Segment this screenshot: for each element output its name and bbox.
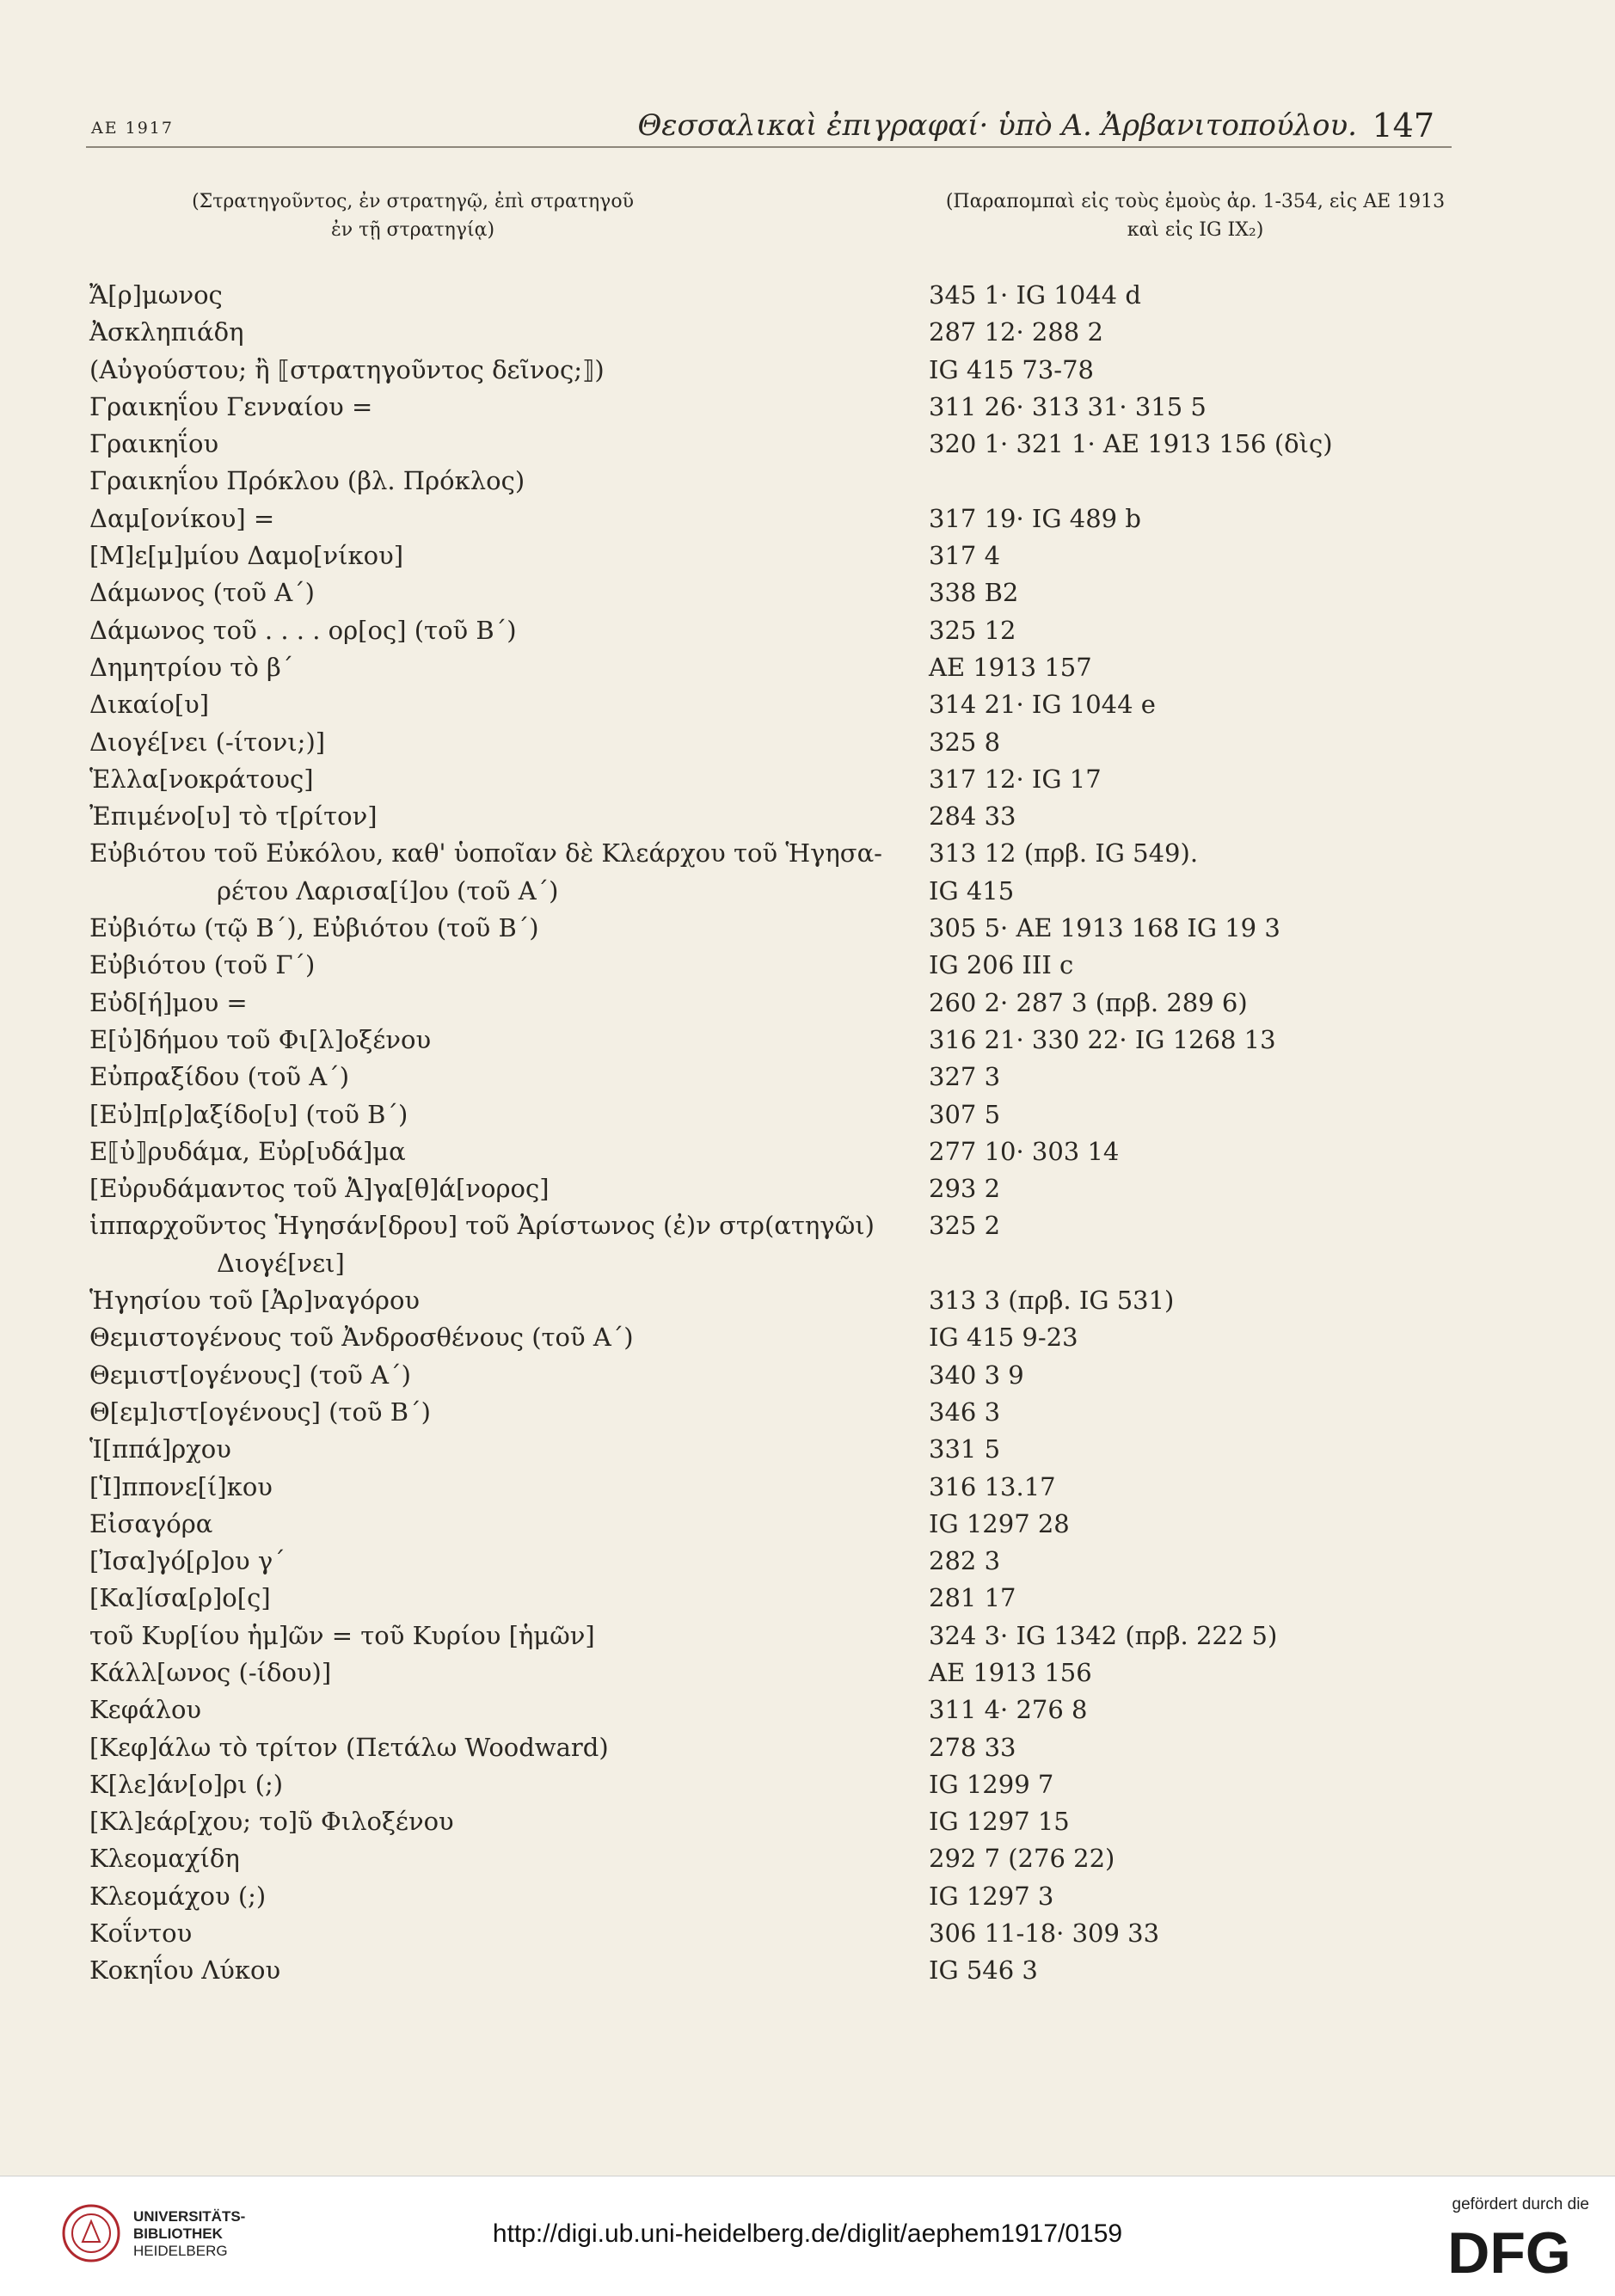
entry-reference: 282 3	[929, 1546, 1001, 1576]
index-entry	[89, 1062, 1465, 1099]
index-entry	[89, 280, 1465, 317]
entry-name: [Μ]ε[μ]μίου Δαμο[νίκου]	[89, 541, 404, 571]
entry-name: Δάμωνος τοῦ . . . . ορ[ος] (τοῦ Β΄)	[89, 615, 517, 645]
index-entry	[89, 801, 1465, 838]
entry-name: Γραικηΐου Πρόκλου (βλ. Πρόκλος)	[89, 466, 525, 496]
column-header-names-line: ἐν τῇ στρατηγίᾳ)	[330, 219, 495, 241]
entry-reference: 305 5· AE 1913 168 IG 19 3	[929, 913, 1280, 943]
entry-reference: 346 3	[929, 1397, 1001, 1427]
index-entry	[89, 653, 1465, 690]
entry-name: ἱππαρχοῦντος Ἡγησάν[δρου] τοῦ Ἀρίστωνος (ἐ)ν στρ(ατηγῶι)	[89, 1211, 875, 1241]
entry-name: Θεμιστογένους τοῦ Ἀνδροσθένους (τοῦ Α΄)	[89, 1323, 634, 1353]
index-entries	[89, 280, 1465, 1993]
entry-reference: AE 1913 156	[929, 1657, 1092, 1687]
index-entry	[89, 1882, 1465, 1918]
index-entry	[89, 317, 1465, 354]
index-entry	[89, 1025, 1465, 1062]
index-entry	[89, 1955, 1465, 1992]
library-logo-line: UNIVERSITÄTS-	[133, 2208, 246, 2225]
entry-reference: 340 3 9	[929, 1360, 1024, 1390]
entry-reference: 331 5	[929, 1434, 1001, 1464]
page-running-title: Θεσσαλικαὶ ἐπιγραφαί· ὑπὸ Α. Ἀρβανιτοπούλου.	[637, 108, 1357, 143]
entry-reference: 313 3 (πρβ. IG 531)	[929, 1286, 1175, 1316]
entry-name: Ἡγησίου τοῦ [Ἀρ]ναγόρου	[89, 1286, 421, 1316]
entry-reference: IG 1297 15	[929, 1807, 1070, 1837]
library-logo-line: BIBLIOTHEK	[133, 2225, 223, 2242]
index-entry	[89, 1918, 1465, 1955]
index-entry	[89, 504, 1465, 541]
entry-name: ρέτου Λαρισα[ί]ου (τοῦ Α΄)	[217, 875, 559, 906]
entry-name: Κοΐντου	[89, 1918, 193, 1949]
index-entry	[89, 578, 1465, 615]
column-header-references-line: (Παραπομπαὶ εἰς τοὺς ἐμοὺς ἀρ. 1-354, εἰς AE 1913	[945, 191, 1446, 212]
entry-name: Γραικηΐου	[89, 429, 219, 459]
entry-reference: IG 546 3	[929, 1955, 1038, 1986]
index-entry	[89, 1733, 1465, 1770]
index-entry	[89, 764, 1465, 801]
index-entry	[89, 1695, 1465, 1732]
column-header-names-line: (Στρατηγοῦντος, ἐν στρατηγῷ, ἐπὶ στρατηγοῦ	[192, 191, 634, 212]
entry-reference: IG 1297 28	[929, 1508, 1070, 1538]
entry-reference: 277 10· 303 14	[929, 1136, 1120, 1166]
entry-name: Κάλλ[ωνος (-ίδου)]	[89, 1657, 332, 1687]
index-entry	[89, 1249, 1465, 1286]
entry-reference: 316 13.17	[929, 1471, 1056, 1501]
dfg-logo-icon	[1428, 2221, 1591, 2281]
entry-reference: 327 3	[929, 1062, 1001, 1092]
index-entry	[89, 429, 1465, 466]
entry-name: Κλεομαχίδη	[89, 1844, 240, 1874]
entry-name: [Ἰσα]γό[ρ]ου γ΄	[89, 1546, 286, 1576]
entry-name: Εἰσαγόρα	[89, 1508, 213, 1538]
index-entry	[89, 392, 1465, 429]
index-entry	[89, 1509, 1465, 1546]
entry-name: Κλεομάχου (;)	[89, 1881, 267, 1911]
entry-reference: IG 1297 3	[929, 1881, 1054, 1911]
entry-reference: 325 8	[929, 727, 1001, 757]
entry-reference: 345 1· IG 1044 d	[929, 280, 1141, 310]
index-entry	[89, 1174, 1465, 1211]
index-entry	[89, 1397, 1465, 1434]
entry-name: Ε⟦ὐ⟧ρυδάμα, Εὐρ[υδά]μα	[89, 1136, 406, 1166]
entry-reference: 260 2· 287 3 (πρβ. 289 6)	[929, 987, 1248, 1017]
index-entry	[89, 727, 1465, 764]
entry-name: Δαμ[ονίκου] =	[89, 503, 275, 533]
entry-name: Εὐπραξίδου (τοῦ Α΄)	[89, 1062, 350, 1092]
index-entry	[89, 1286, 1465, 1323]
entry-reference: 281 17	[929, 1583, 1016, 1613]
entry-name: Εὐδ[ή]μου =	[89, 987, 248, 1017]
index-entry	[89, 1621, 1465, 1658]
entry-name: Δάμωνος (τοῦ Α΄)	[89, 578, 315, 608]
index-entry	[89, 690, 1465, 727]
entry-name: Εὐβιότου (τοῦ Γ΄)	[89, 950, 316, 980]
entry-reference: 317 12· IG 17	[929, 764, 1102, 794]
entry-reference: 292 7 (276 22)	[929, 1844, 1115, 1874]
entry-reference: IG 1299 7	[929, 1769, 1054, 1799]
entry-name: [Εὐρυδάμαντος τοῦ Ἀ]γα[θ]ά[νορος]	[89, 1174, 550, 1204]
index-entry	[89, 1807, 1465, 1844]
entry-reference: 317 4	[929, 541, 1001, 571]
entry-reference: 278 33	[929, 1732, 1016, 1762]
entry-reference: 311 26· 313 31· 315 5	[929, 391, 1207, 421]
entry-reference: 320 1· 321 1· AE 1913 156 (δὶς)	[929, 429, 1333, 459]
entry-name: Ε[ὐ]δήμου τοῦ Φι[λ]οξένου	[89, 1024, 432, 1054]
index-entry	[89, 1658, 1465, 1695]
entry-name: Κ[λε]άν[ο]ρι (;)	[89, 1769, 284, 1799]
entry-reference: 317 19· IG 489 b	[929, 503, 1141, 533]
entry-reference: IG 415 73-78	[929, 354, 1095, 384]
entry-reference: 338 Β2	[929, 578, 1019, 608]
index-entry	[89, 541, 1465, 578]
entry-name: Ἀσκληπιάδη	[89, 317, 244, 347]
entry-reference: 306 11-18· 309 33	[929, 1918, 1160, 1949]
index-entry	[89, 1583, 1465, 1620]
entry-name: Δικαίο[υ]	[89, 690, 210, 720]
entry-name: Διογέ[νει]	[217, 1248, 345, 1278]
entry-name: Θ[εμ]ιστ[ογένους] (τοῦ Β΄)	[89, 1397, 431, 1427]
column-header-references	[886, 187, 1505, 244]
entry-name: Γραικηΐου Γενναίου =	[89, 391, 373, 421]
index-entry	[89, 1360, 1465, 1397]
entry-name: [Κα]ίσα[ρ]ο[ς]	[89, 1583, 271, 1613]
index-entry	[89, 876, 1465, 913]
entry-name: Εὐβιότου τοῦ Εὐκόλου, καθ' ὑοποῖαν δὲ Κλεάρχου τοῦ Ἡγησα-	[89, 838, 882, 869]
entry-reference: 287 12· 288 2	[929, 317, 1103, 347]
entry-name: Εὐβιότω (τῷ Β΄), Εὐβιότου (τοῦ Β΄)	[89, 913, 539, 943]
library-logo-line: HEIDELBERG	[133, 2243, 228, 2259]
entry-name: Ἐπιμένο[υ] τὸ τ[ρίτον]	[89, 801, 378, 832]
index-entry	[89, 616, 1465, 653]
entry-name: τοῦ Κυρ[ίου ἡμ]ῶν = τοῦ Κυρίου [ἡμῶν]	[89, 1620, 595, 1650]
permalink-url[interactable]: http://digi.ub.uni-heidelberg.de/diglit/aephem1917/0159	[492, 2219, 1123, 2248]
entry-name: Θεμιστ[ογένους] (τοῦ Α΄)	[89, 1360, 411, 1390]
page-number: 147	[1372, 107, 1434, 144]
digitization-footer	[0, 2176, 1615, 2296]
index-entry	[89, 466, 1465, 503]
entry-name: Διογέ[νει (-ίτονι;)]	[89, 727, 326, 757]
column-header-names	[172, 187, 654, 244]
index-entry	[89, 1211, 1465, 1248]
column-header-references-line: καὶ εἰς IG IX₂)	[1127, 219, 1264, 241]
entry-name: Κοκηΐου Λύκου	[89, 1955, 281, 1986]
entry-name: [Κεφ]άλω τὸ τρίτον (Πετάλω Woodward)	[89, 1732, 609, 1762]
entry-name: Δημητρίου τὸ β΄	[89, 652, 294, 682]
entry-reference: 313 12 (πρβ. IG 549).	[929, 838, 1199, 869]
entry-reference: IG 415	[929, 875, 1015, 906]
entry-reference: 324 3· IG 1342 (πρβ. 222 5)	[929, 1620, 1278, 1650]
index-entry	[89, 950, 1465, 987]
index-entry	[89, 838, 1465, 875]
entry-name: Ἄ[ρ]μωνος	[89, 280, 223, 310]
index-entry	[89, 913, 1465, 950]
entry-reference: AE 1913 157	[929, 652, 1092, 682]
index-entry	[89, 1100, 1465, 1137]
entry-name: Ἱ[ππά]ρχου	[89, 1434, 231, 1464]
dfg-logo-text: DFG	[1447, 2221, 1571, 2281]
entry-name: [Εὐ]π[ρ]αξίδο[υ] (τοῦ Β΄)	[89, 1099, 408, 1129]
index-entry	[89, 1770, 1465, 1807]
index-entry	[89, 1434, 1465, 1471]
index-entry	[89, 1844, 1465, 1881]
running-head	[86, 103, 1452, 148]
entry-name: [Ἱ]ππονε[ί]κου	[89, 1471, 273, 1501]
index-entry	[89, 1323, 1465, 1360]
entry-reference: 284 33	[929, 801, 1016, 832]
index-entry	[89, 1137, 1465, 1174]
entry-reference: 293 2	[929, 1174, 1001, 1204]
entry-reference: IG 206 III c	[929, 950, 1074, 980]
entry-reference: 325 2	[929, 1211, 1001, 1241]
entry-name: [Κλ]εάρ[χου; το]ῦ Φιλοξένου	[89, 1807, 454, 1837]
index-entry	[89, 988, 1465, 1025]
journal-abbrev: AE 1917	[91, 119, 174, 138]
entry-reference: 314 21· IG 1044 e	[929, 690, 1156, 720]
entry-reference: 316 21· 330 22· IG 1268 13	[929, 1024, 1276, 1054]
entry-reference: 307 5	[929, 1099, 1001, 1129]
index-entry	[89, 1472, 1465, 1509]
entry-reference: 311 4· 276 8	[929, 1695, 1088, 1725]
entry-name: Ἑλλα[νοκράτους]	[89, 764, 314, 794]
entry-name: (Αὐγούστου; ἢ ⟦στρατηγοῦντος δεῖνος;⟧)	[89, 354, 605, 384]
index-entry	[89, 1546, 1465, 1583]
entry-reference: 325 12	[929, 615, 1016, 645]
entry-reference: IG 415 9-23	[929, 1323, 1078, 1353]
index-entry	[89, 355, 1465, 392]
sponsor-label: gefördert durch die	[1452, 2195, 1589, 2213]
entry-name: Κεφάλου	[89, 1695, 202, 1725]
